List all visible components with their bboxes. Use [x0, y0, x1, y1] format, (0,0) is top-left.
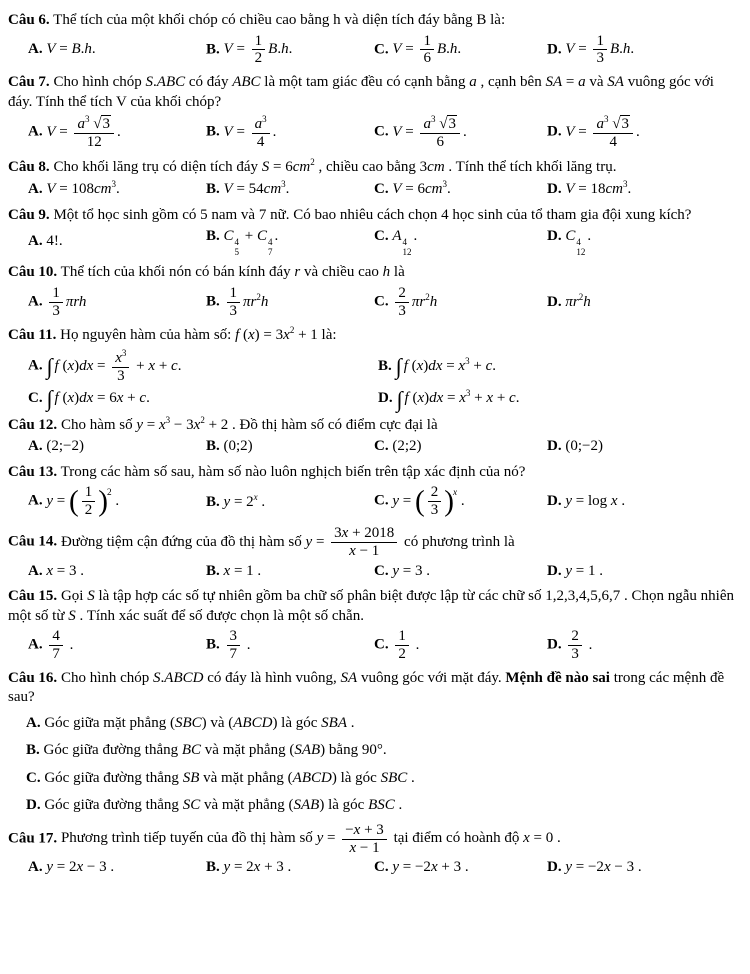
option-value: (0;−2): [565, 438, 603, 455]
option-value: $\frac{4}{7}$ .: [46, 637, 73, 653]
option-b: [206, 283, 374, 322]
question-number: Câu 8.: [8, 158, 50, 175]
question-number: Câu 13.: [8, 463, 58, 480]
options-grid: [28, 482, 742, 521]
option-a: [28, 626, 206, 665]
option-value: y = log x .: [565, 493, 626, 510]
option-value: V = $\frac{1}{6}$ B.h.: [392, 32, 462, 67]
question-stem: [8, 415, 742, 436]
option-value: y = 2x − 3 .: [46, 859, 115, 876]
option-label: B.: [206, 41, 220, 58]
question-16: [8, 669, 742, 818]
option-c: [374, 560, 547, 584]
options-grid: [28, 112, 742, 153]
option-b: [206, 225, 374, 259]
option-value: V = $\frac{a^3 √3}{4}$ .: [565, 114, 640, 150]
option-label: C.: [374, 859, 389, 876]
option-value: (2;2): [392, 438, 422, 455]
question-text: Gọi S là tập hợp các số tự nhiên gồm ba chữ số phân biệt được lập từ các chữ số 1,2,3,4,5,6,7 . Chọn ngẫu nhiên một số từ S . Tính xác suất để số được chọn là một số chẵn.: [8, 588, 734, 624]
option-value: $V = 18cm^3$.: [565, 179, 632, 198]
question-stem: [8, 325, 742, 346]
question-text: Cho khối lăng trụ có diện tích đáy $S = 6cm^2$ , chiều cao bằng 3cm . Tính thể tích khối lăng trụ.: [53, 156, 617, 175]
option-label: A.: [28, 41, 43, 58]
option-value: $V = 108cm^3$.: [46, 179, 120, 198]
options-grid: [28, 435, 742, 459]
option-value: (2;−2): [46, 438, 84, 455]
options-grid: [28, 560, 742, 584]
option-a: [28, 38, 206, 62]
option-label: D.: [547, 859, 562, 876]
option-value: $V = 6cm^3$.: [392, 179, 451, 198]
option-d: [547, 560, 742, 584]
option-value: 4!.: [46, 233, 63, 250]
question-text: Cho hàm số $y = x^3 - 3x^2 + 2$ . Đồ thị hàm số có điểm cực đại là: [60, 414, 438, 433]
option-d: [547, 626, 742, 665]
option-a: [28, 283, 206, 322]
option-c: [374, 225, 547, 259]
option-label: C.: [374, 293, 389, 310]
question-17: [8, 822, 742, 880]
option-c: [28, 387, 378, 411]
option-d: [547, 31, 742, 70]
option-value: $\frac{1}{3}$ πrh: [46, 294, 86, 310]
option-label: B.: [206, 293, 220, 310]
options-grid: [28, 856, 742, 880]
option-b: [206, 626, 374, 665]
question-12: [8, 415, 742, 459]
question-number: Câu 15.: [8, 588, 58, 605]
question-9: [8, 206, 742, 260]
question-text: Một tổ học sinh gồm có 5 nam và 7 nữ. Có bao nhiêu cách chọn 4 học sinh của tổ tham gia đội xung kích?: [53, 206, 692, 223]
option-d: [547, 290, 742, 315]
option-value: y = 3 .: [392, 562, 430, 579]
question-11: [8, 325, 742, 411]
options-grid: [26, 708, 742, 818]
option-value: y = −2x − 3 .: [565, 859, 642, 876]
option-a: [28, 346, 378, 387]
question-text: Trong các hàm số sau, hàm số nào luôn nghịch biến trên tập xác định của nó?: [60, 463, 526, 480]
option-value: A 4 12 .: [392, 228, 418, 258]
option-value: Góc giữa mặt phẳng (SBC) và (ABCD) là góc SBA .: [44, 714, 355, 731]
option-b: [206, 490, 374, 515]
question-stem: [8, 73, 742, 112]
option-value: V = $\frac{a^3 √3}{12}$ .: [46, 114, 121, 150]
option-label: A.: [28, 636, 43, 653]
option-label: D.: [547, 562, 562, 579]
option-value: V = $\frac{1}{2}$ B.h.: [223, 32, 293, 67]
option-d: [378, 386, 742, 411]
option-label: B.: [206, 181, 220, 198]
options-grid: [28, 626, 742, 665]
option-a: [28, 856, 206, 880]
options-grid: [28, 225, 742, 259]
question-stem: [8, 463, 742, 483]
question-number: Câu 16.: [8, 669, 58, 686]
option-d: [547, 490, 742, 514]
option-b: [378, 354, 742, 379]
option-label: A.: [28, 562, 43, 579]
option-label: B.: [206, 859, 220, 876]
option-d: [547, 112, 742, 153]
option-c: [374, 626, 547, 665]
option-value: x = 1 .: [223, 562, 262, 579]
option-b: [206, 112, 374, 153]
option-label: A.: [28, 438, 43, 455]
question-stem: [8, 669, 742, 708]
option-value: $\frac{3}{7}$ .: [224, 637, 251, 653]
question-10: [8, 263, 742, 321]
option-d: [547, 177, 742, 202]
option-b: [206, 435, 374, 459]
option-label: A.: [28, 181, 43, 198]
option-c: [374, 177, 547, 202]
option-c: [374, 283, 547, 322]
options-grid: [28, 283, 742, 322]
option-c: [26, 763, 742, 791]
question-stem: [8, 525, 742, 560]
option-label: C.: [374, 438, 389, 455]
question-6: [8, 11, 742, 69]
option-a: [28, 112, 206, 153]
option-value: Góc giữa đường thẳng SB và mặt phẳng (ABCD) là góc SBC .: [44, 769, 415, 786]
option-d: [547, 225, 742, 259]
option-label: C.: [374, 493, 389, 510]
option-value: C 4 5 + C 4 7 .: [223, 228, 279, 258]
option-label: B.: [378, 357, 392, 374]
question-text: Đường tiệm cận đứng của đồ thị hàm số y = $\frac{3x + 2018}{x - 1}$ có phương trình là: [60, 525, 515, 559]
question-15: [8, 587, 742, 665]
option-label: A.: [28, 233, 43, 250]
option-label: B.: [26, 742, 40, 759]
question-text: Phương trình tiếp tuyến của đồ thị hàm số y = $\frac{-x + 3}{x - 1}$ tại điểm có hoành độ x = 0 .: [60, 821, 561, 856]
option-label: D.: [547, 228, 562, 245]
question-number: Câu 9.: [8, 206, 50, 223]
option-value: V = $\frac{a^3}{4}$ .: [223, 114, 277, 150]
question-stem: [8, 822, 742, 857]
option-d: [547, 435, 742, 459]
question-number: Câu 17.: [8, 830, 58, 847]
option-value: $\frac{2}{3}$ $\pi r^2h$: [392, 294, 437, 310]
option-label: D.: [547, 636, 562, 653]
option-label: C.: [374, 636, 389, 653]
option-label: A.: [28, 493, 43, 510]
option-value: $\frac{1}{2}$ .: [392, 637, 419, 653]
option-c: [374, 482, 547, 521]
option-value: y = 2x + 3 .: [223, 859, 292, 876]
option-d: [26, 790, 742, 818]
option-value: $\frac{1}{3}$ $\pi r^2h$: [224, 294, 269, 310]
option-label: C.: [374, 228, 389, 245]
option-label: C.: [374, 123, 389, 140]
option-a: [28, 560, 206, 584]
option-value: y = 1 .: [565, 562, 603, 579]
option-d: [547, 856, 742, 880]
question-number: Câu 11.: [8, 327, 57, 344]
option-a: [28, 230, 206, 254]
option-label: A.: [26, 714, 41, 731]
question-number: Câu 14.: [8, 533, 58, 550]
option-label: B.: [206, 228, 220, 245]
option-value: ∫ f (x)dx = 6x + c.: [46, 386, 150, 412]
option-label: A.: [28, 859, 43, 876]
question-number: Câu 6.: [8, 12, 50, 28]
option-value: V = B.h.: [46, 41, 96, 58]
option-value: y = −2x + 3 .: [392, 859, 469, 876]
options-grid: [28, 31, 742, 70]
option-value: V = $\frac{a^3 √3}{6}$ .: [392, 114, 467, 150]
question-stem: [8, 11, 742, 31]
option-label: D.: [547, 41, 562, 58]
option-value: Góc giữa đường thẳng SC và mặt phẳng (SAB) là góc BSC .: [44, 797, 403, 814]
option-label: A.: [28, 293, 43, 310]
option-c: [374, 435, 547, 459]
options-grid: [28, 177, 742, 202]
option-label: D.: [547, 123, 562, 140]
option-b: [206, 560, 374, 584]
option-value: ∫ f $(x)dx = x^3 + x + c$.: [396, 386, 520, 412]
question-13: [8, 463, 742, 521]
option-value: y = ( $\frac{2}{3}$ )$^x$ .: [392, 484, 465, 519]
option-label: D.: [547, 438, 562, 455]
question-number: Câu 7.: [8, 74, 50, 91]
option-value: Góc giữa đường thẳng BC và mặt phẳng (SAB) bằng 90°.: [43, 742, 387, 759]
option-label: D.: [547, 181, 562, 198]
question-stem: [8, 157, 742, 178]
option-label: B.: [206, 636, 220, 653]
option-value: ∫ f $(x)dx = x^3 + c$.: [395, 353, 496, 379]
option-value: $\pi r^2h$: [565, 291, 591, 310]
option-label: C.: [374, 41, 389, 58]
question-stem: [8, 587, 742, 626]
option-b: [206, 31, 374, 70]
option-a: [28, 435, 206, 459]
question-text: Họ nguyên hàm của hàm số: f $(x) = 3x^2 + 1$ là:: [60, 325, 337, 344]
question-text: Thể tích của một khối chóp có chiều cao bằng h và diện tích đáy bằng B là:: [53, 12, 506, 28]
option-value: (0;2): [223, 438, 253, 455]
option-a: [26, 708, 742, 736]
option-c: [374, 31, 547, 70]
option-label: D.: [547, 293, 562, 310]
option-c: [374, 856, 547, 880]
question-text: Cho hình chóp S.ABC có đáy ABC là một tam giác đều có cạnh bằng a , cạnh bên SA = a và SA vuông góc với đáy. Tính thể tích V của khối chóp?: [8, 74, 714, 110]
option-value: $V = 54cm^3$.: [223, 179, 290, 198]
option-label: D.: [547, 493, 562, 510]
option-label: A.: [28, 357, 43, 374]
options-grid: [28, 346, 742, 411]
option-value: ∫ f (x)dx = $\frac{x^3}{3}$ + x + c.: [46, 347, 182, 384]
option-label: C.: [374, 181, 389, 198]
option-b: [206, 856, 374, 880]
option-label: D.: [26, 797, 41, 814]
option-a: [28, 482, 206, 521]
option-b: [206, 177, 374, 202]
option-label: A.: [28, 123, 43, 140]
option-value: x = 3 .: [46, 562, 84, 579]
option-value: y = ( $\frac{1}{2}$ )$^2$ .: [46, 484, 120, 519]
option-label: C.: [26, 769, 41, 786]
option-label: C.: [28, 389, 43, 406]
option-value: V = $\frac{1}{3}$ B.h.: [565, 32, 635, 67]
option-a: [28, 177, 206, 202]
option-value: C 4 12 .: [565, 228, 592, 258]
option-label: B.: [206, 562, 220, 579]
question-stem: [8, 206, 742, 226]
option-c: [374, 112, 547, 153]
question-text: Cho hình chóp S.ABCD có đáy là hình vuông, SA vuông góc với mặt đáy. Mệnh đề nào sai trong các mệnh đề sau?: [8, 669, 725, 706]
option-label: B.: [206, 438, 220, 455]
question-7: [8, 73, 742, 153]
question-14: [8, 525, 742, 583]
option-label: B.: [206, 493, 220, 510]
option-label: D.: [378, 390, 393, 407]
question-number: Câu 10.: [8, 264, 58, 281]
option-label: B.: [206, 123, 220, 140]
option-label: C.: [374, 562, 389, 579]
option-value: $\frac{2}{3}$ .: [565, 637, 592, 653]
question-number: Câu 12.: [8, 416, 58, 433]
option-value: $y = 2^x$ .: [223, 491, 266, 510]
question-8: [8, 157, 742, 202]
question-stem: [8, 263, 742, 283]
option-b: [26, 735, 742, 763]
question-text: Thể tích của khối nón có bán kính đáy r và chiều cao h là: [60, 264, 405, 281]
